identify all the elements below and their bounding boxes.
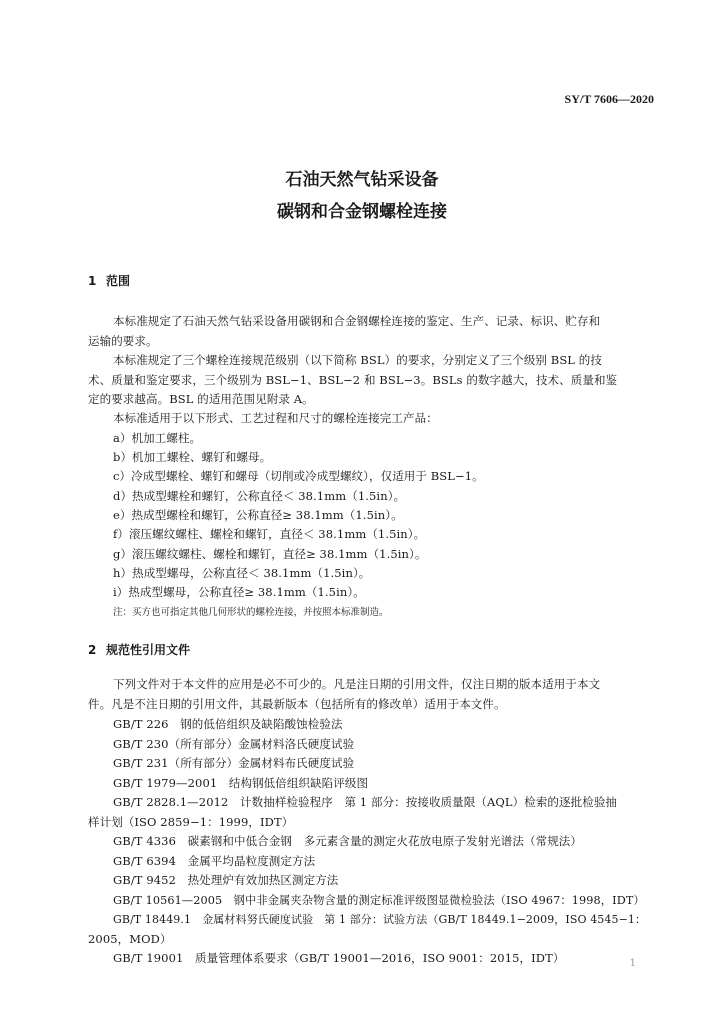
- document-title-line1: 石油天然气钻采设备: [285, 170, 439, 190]
- paragraph-line: 下列文件对于本文件的应用是必不可少的。凡是注日期的引用文件，仅注日期的版本适用于本文: [113, 677, 601, 691]
- standard-code: SY/T 7606—2020: [564, 92, 654, 106]
- reference-item: GB/T 1979—2001 结构钢低倍组织缺陷评级图: [113, 776, 369, 790]
- paragraph-line: 定的要求越高。BSL 的适用范围见附录 A。: [88, 392, 314, 406]
- section-title: 范围: [106, 274, 131, 288]
- list-item: b）机加工螺栓、螺钉和螺母。: [113, 450, 272, 464]
- reference-item: GB/T 19001 质量管理体系要求（GB/T 19001—2016，ISO 9001：2015，IDT）: [113, 951, 565, 965]
- list-item: h）热成型螺母，公称直径＜ 38.1mm（1.5in）。: [113, 566, 371, 580]
- reference-item-continuation: 样计划（ISO 2859−1：1999，IDT）: [88, 815, 294, 829]
- list-item: f）滚压螺纹螺柱、螺栓和螺钉，直径＜ 38.1mm（1.5in）。: [113, 527, 426, 541]
- paragraph-line: 件。凡是不注日期的引用文件，其最新版本（包括所有的修改单）适用于本文件。: [88, 697, 506, 711]
- section-number: 1: [88, 274, 97, 288]
- paragraph-line: 术、质量和鉴定要求，三个级别为 BSL−1、BSL−2 和 BSL−3。BSLs 的数字越大，技术、质量和鉴: [88, 373, 618, 387]
- list-item: e）热成型螺栓和螺钉，公称直径≥ 38.1mm（1.5in）。: [113, 508, 403, 522]
- list-item: c）冷成型螺栓、螺钉和螺母（切削或冷成型螺纹），仅适用于 BSL−1。: [113, 469, 484, 483]
- reference-item: GB/T 230（所有部分）金属材料洛氏硬度试验: [113, 737, 355, 751]
- reference-item: GB/T 2828.1—2012 计数抽样检验程序 第 1 部分：按接收质量限（AQL）检索的逐批检验抽: [113, 795, 618, 809]
- list-item: g）滚压螺纹螺柱、螺栓和螺钉，直径≥ 38.1mm（1.5in）。: [113, 547, 427, 561]
- paragraph-line: 运输的要求。: [88, 334, 158, 348]
- list-item: a）机加工螺柱。: [113, 431, 202, 445]
- reference-item: GB/T 6394 金属平均晶粒度测定方法: [113, 854, 316, 868]
- document-title-line2: 碳钢和合金钢螺栓连接: [277, 202, 447, 222]
- section-title: 规范性引用文件: [106, 643, 191, 657]
- list-item: i）热成型螺母，公称直径≥ 38.1mm（1.5in）。: [113, 585, 365, 599]
- paragraph-line: 本标准规定了三个螺栓连接规范级别（以下简称 BSL）的要求，分别定义了三个级别 BSL 的技: [113, 353, 602, 367]
- reference-item: GB/T 9452 热处理炉有效加热区测定方法: [113, 873, 339, 887]
- note: 注：买方也可指定其他几何形状的螺栓连接，并按照本标准制造。: [113, 607, 389, 618]
- section-number: 2: [88, 643, 97, 657]
- reference-item: GB/T 10561—2005 钢中非金属夹杂物含量的测定标准评级图显微检验法（ISO 4967：1998，IDT）: [113, 894, 645, 907]
- reference-item: GB/T 18449.1 金属材料努氏硬度试验 第 1 部分：试验方法（GB/T 18449.1−2009，ISO 4545−1：: [113, 913, 647, 926]
- paragraph-line: 本标准规定了石油天然气钻采设备用碳钢和合金钢螺栓连接的鉴定、生产、记录、标识、贮存和: [113, 314, 601, 328]
- section-2-heading: [88, 641, 190, 658]
- reference-item-continuation: 2005，MOD）: [88, 932, 172, 946]
- paragraph-line: 本标准适用于以下形式、工艺过程和尺寸的螺栓连接完工产品：: [113, 411, 438, 425]
- list-item: d）热成型螺栓和螺钉，公称直径＜ 38.1mm（1.5in）。: [113, 489, 406, 503]
- reference-item: GB/T 226 钢的低倍组织及缺陷酸蚀检验法: [113, 717, 343, 731]
- reference-item: GB/T 231（所有部分）金属材料布氏硬度试验: [113, 756, 355, 770]
- page-number: 1: [629, 958, 636, 969]
- reference-item: GB/T 4336 碳素钢和中低合金钢 多元素含量的测定火花放电原子发射光谱法（常规法）: [113, 834, 582, 848]
- section-1-heading: [88, 272, 130, 289]
